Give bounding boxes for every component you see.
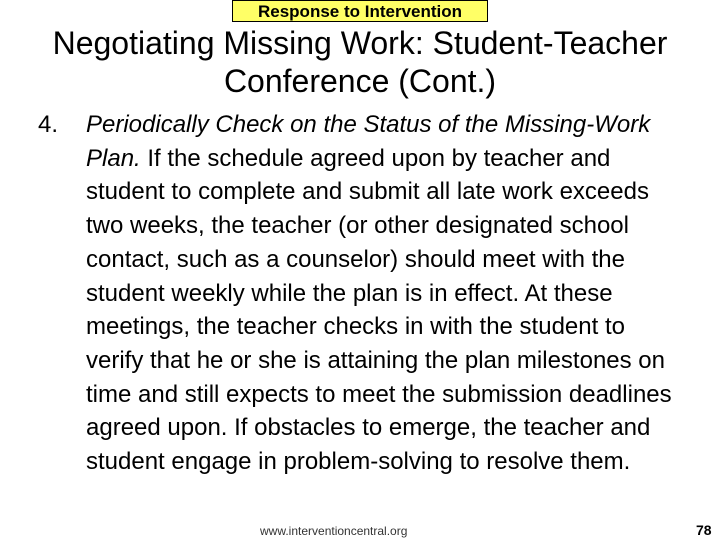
list-item-heading: Periodically Check on the Status of the Missing-Work Plan.	[86, 111, 651, 172]
slide-body	[38, 108, 678, 479]
slide-title-line-1: Negotiating Missing Work: Student-Teacher	[52, 25, 668, 61]
footer-url: www.interventioncentral.org	[260, 524, 408, 538]
slide-title-line-2: Conference (Cont.)	[223, 63, 497, 99]
list-item-number: 4.	[38, 111, 59, 138]
slide-title	[0, 24, 720, 100]
header-banner: Response to Intervention	[232, 0, 488, 22]
list-item-text	[86, 108, 678, 479]
page-number: 78	[696, 522, 712, 538]
list-item-body: If the schedule agreed upon by teacher and student to complete and submit all late work exceeds two weeks, the teacher (or other designated school contact, such as a counselor) should meet with the student weekly while the plan is in effect. At these meetings, the teacher checks in with the student to verify that he or she is attaining the plan milestones on time and still expects to meet the submission deadlines agreed upon. If obstacles to emerge, the teacher and student engage in problem-solving to resolve them.	[86, 144, 672, 476]
